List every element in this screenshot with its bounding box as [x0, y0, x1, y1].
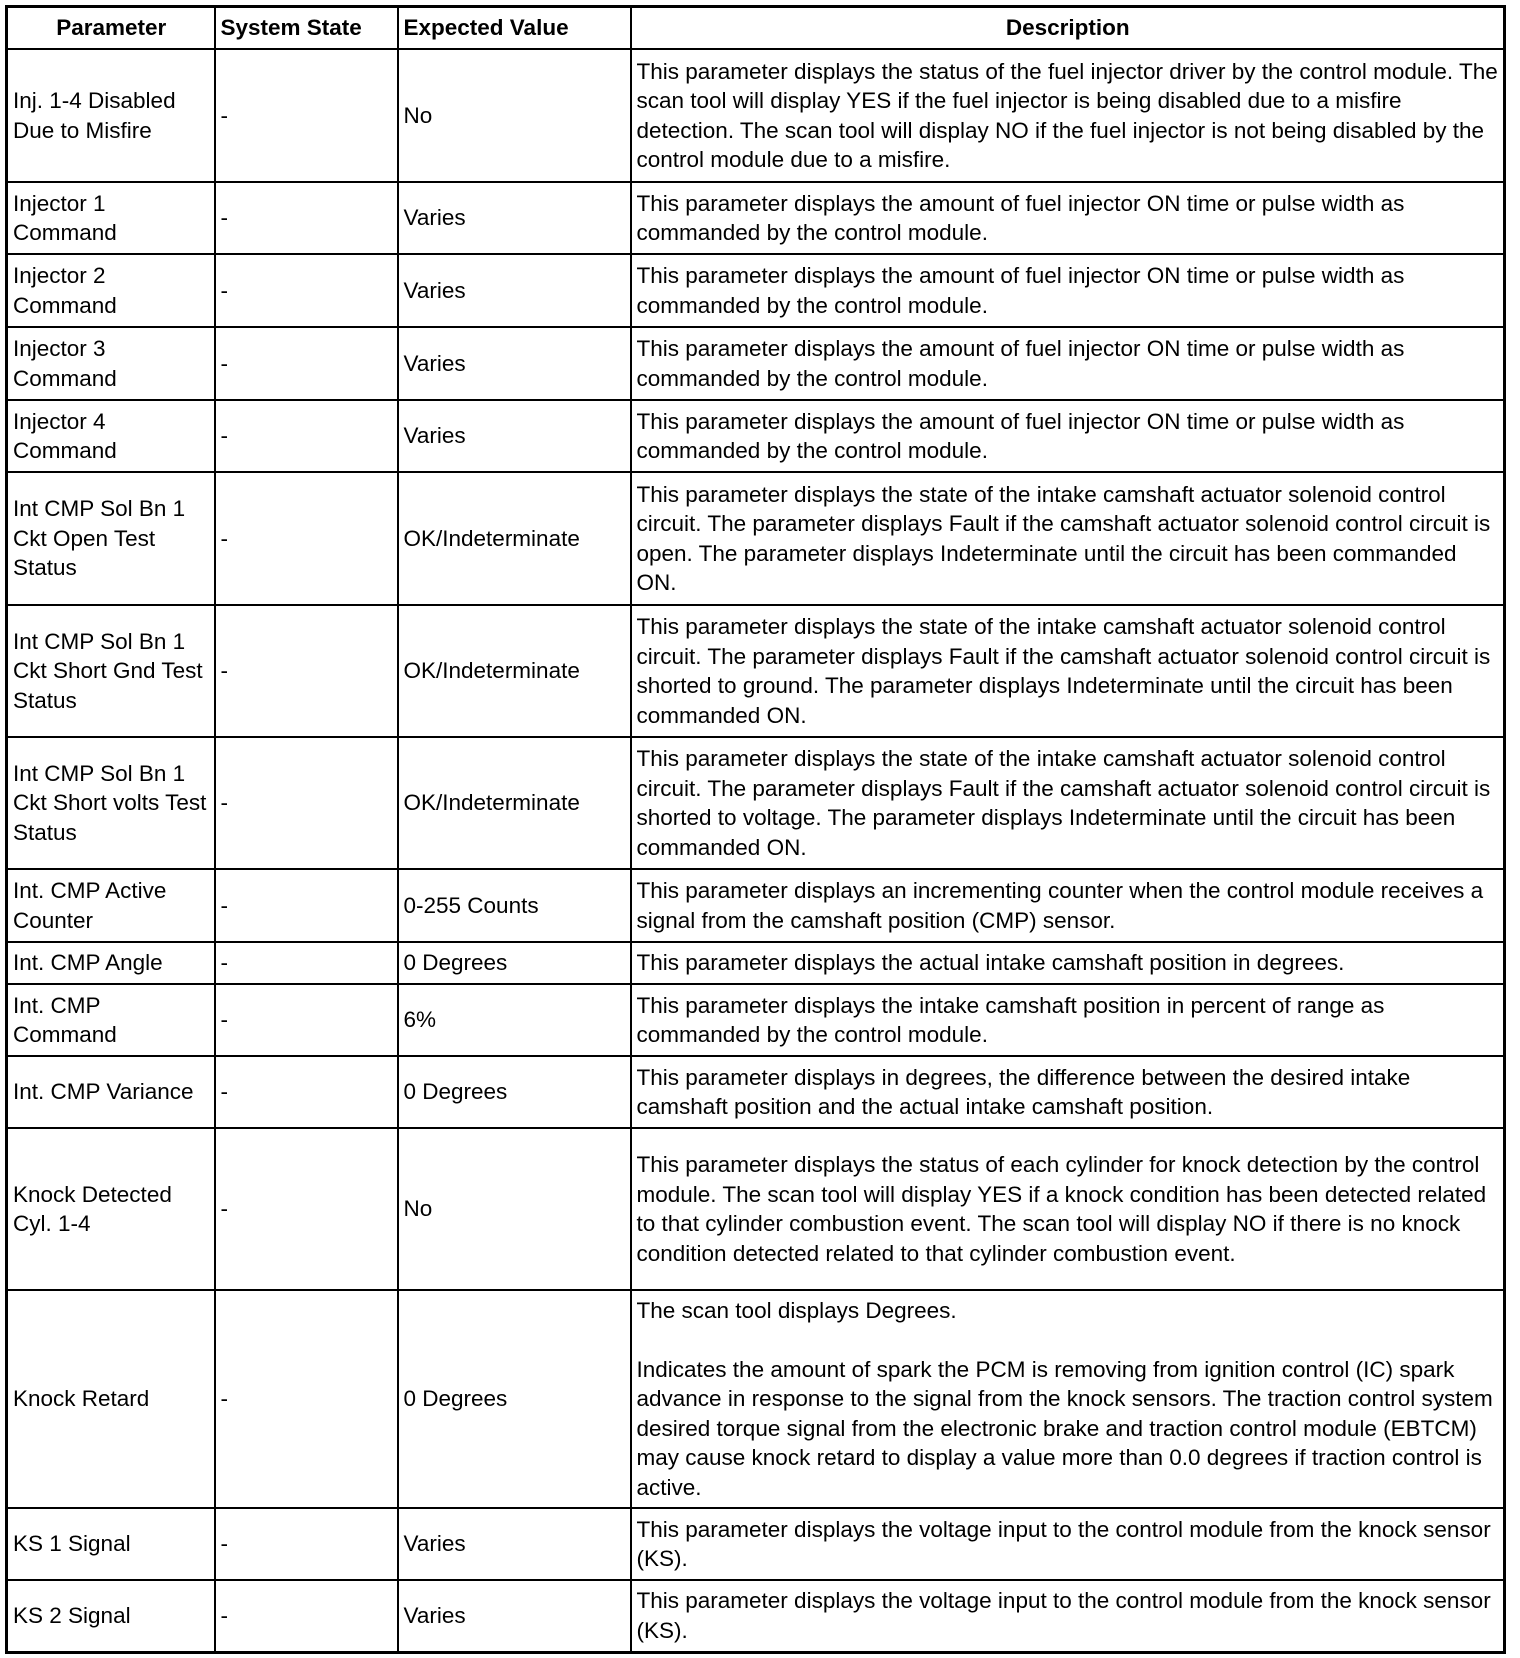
description-cell [631, 1290, 1505, 1508]
description-paragraph: This parameter displays the status of the fuel injector driver by the control module. The scan tool will display YES if the fuel injector is being disabled due to a misfire detection. The scan tool will display NO if the fuel injector is not being disabled by the control module due to a misfire. [636, 58, 1498, 172]
expected-value-cell: 0 Degrees [398, 1290, 631, 1508]
parameter-cell: Int. CMP Command [7, 984, 215, 1056]
table-header-row [7, 7, 1505, 50]
description-cell [631, 472, 1505, 605]
system-state-cell: - [215, 1508, 398, 1580]
expected-value-cell: No [398, 49, 631, 182]
expected-value-cell: 0 Degrees [398, 1056, 631, 1128]
table-row [7, 869, 1505, 942]
description-cell [631, 49, 1505, 182]
expected-value-cell: OK/Indeterminate [398, 605, 631, 737]
description-cell [631, 942, 1505, 984]
description-paragraph: This parameter displays the actual intake camshaft position in degrees. [636, 950, 1345, 976]
table-row [7, 49, 1505, 182]
expected-value-cell: Varies [398, 400, 631, 472]
parameter-cell: Injector 3 Command [7, 327, 215, 400]
system-state-cell: - [215, 1580, 398, 1652]
system-state-cell: - [215, 737, 398, 869]
description-paragraph: This parameter displays the amount of fuel injector ON time or pulse width as commanded by the control module. [636, 336, 1405, 391]
parameter-cell: KS 2 Signal [7, 1580, 215, 1652]
description-cell [631, 1128, 1505, 1290]
description-paragraph: This parameter displays an incrementing counter when the control module receives a signal from the camshaft position (CMP) sensor. [636, 878, 1484, 933]
system-state-cell: - [215, 869, 398, 942]
parameter-cell: Int CMP Sol Bn 1 Ckt Open Test Status [7, 472, 215, 605]
description-paragraph: This parameter displays in degrees, the difference between the desired intake camshaft position and the actual intake camshaft position. [636, 1064, 1411, 1119]
expected-value-cell: 0 Degrees [398, 942, 631, 984]
table-row [7, 254, 1505, 327]
table-row [7, 737, 1505, 869]
expected-value-cell: OK/Indeterminate [398, 472, 631, 605]
expected-value-cell: Varies [398, 327, 631, 400]
table-row [7, 182, 1505, 254]
system-state-cell: - [215, 984, 398, 1056]
parameter-cell: Knock Retard [7, 1290, 215, 1508]
expected-value-cell: Varies [398, 1580, 631, 1652]
description-paragraph: This parameter displays the status of each cylinder for knock detection by the control module. The scan tool will display YES if a knock condition has been detected related to that cylinder combustion event. The scan tool will display NO if there is no knock condition detected related to that cylinder combustion event. [636, 1152, 1487, 1266]
expected-value-cell: Varies [398, 182, 631, 254]
description-paragraph: This parameter displays the intake camshaft position in percent of range as commanded by the control module. [636, 992, 1385, 1047]
description-paragraph: This parameter displays the voltage input to the control module from the knock sensor (KS). [636, 1588, 1491, 1643]
table-row [7, 942, 1505, 984]
system-state-cell: - [215, 472, 398, 605]
expected-value-cell: 0-255 Counts [398, 869, 631, 942]
system-state-cell: - [215, 327, 398, 400]
header-parameter: Parameter [7, 7, 215, 50]
description-paragraph: Indicates the amount of spark the PCM is removing from ignition control (IC) spark advance in response to the signal from the knock sensors. The traction control system desired torque signal from the electronic brake and traction control module (EBTCM) may cause knock retard to display a value more than 0.0 degrees if traction control is active. [636, 1356, 1493, 1500]
expected-value-cell: 6% [398, 984, 631, 1056]
description-paragraph: This parameter displays the amount of fuel injector ON time or pulse width as commanded by the control module. [636, 190, 1405, 245]
expected-value-cell: Varies [398, 254, 631, 327]
description-cell [631, 182, 1505, 254]
description-cell [631, 327, 1505, 400]
description-paragraph: This parameter displays the amount of fuel injector ON time or pulse width as commanded by the control module. [636, 408, 1405, 463]
expected-value-cell: Varies [398, 1508, 631, 1580]
description-cell [631, 1508, 1505, 1580]
description-paragraph: This parameter displays the voltage input to the control module from the knock sensor (KS). [636, 1516, 1491, 1571]
parameter-cell: KS 1 Signal [7, 1508, 215, 1580]
system-state-cell: - [215, 254, 398, 327]
table-row [7, 1508, 1505, 1580]
expected-value-cell: No [398, 1128, 631, 1290]
table-row [7, 400, 1505, 472]
system-state-cell: - [215, 49, 398, 182]
scan-tool-parameter-table [5, 5, 1506, 1654]
parameter-cell: Int CMP Sol Bn 1 Ckt Short volts Test Status [7, 737, 215, 869]
description-paragraph: This parameter displays the state of the intake camshaft actuator solenoid control circuit. The parameter displays Fault if the camshaft actuator solenoid control circuit is open. The parameter displays Indeterminate until the circuit has been commanded ON. [636, 481, 1491, 595]
description-cell [631, 984, 1505, 1056]
description-cell [631, 1056, 1505, 1128]
system-state-cell: - [215, 942, 398, 984]
system-state-cell: - [215, 1290, 398, 1508]
parameter-cell: Injector 4 Command [7, 400, 215, 472]
parameter-cell: Injector 1 Command [7, 182, 215, 254]
parameter-cell: Int. CMP Angle [7, 942, 215, 984]
description-cell [631, 605, 1505, 737]
table-body [7, 49, 1505, 1652]
header-description: Description [631, 7, 1505, 50]
parameter-cell: Injector 2 Command [7, 254, 215, 327]
table-row [7, 984, 1505, 1056]
parameter-cell: Inj. 1-4 Disabled Due to Misfire [7, 49, 215, 182]
table-row [7, 1128, 1505, 1290]
parameter-cell: Int CMP Sol Bn 1 Ckt Short Gnd Test Status [7, 605, 215, 737]
description-cell [631, 737, 1505, 869]
system-state-cell: - [215, 182, 398, 254]
system-state-cell: - [215, 1128, 398, 1290]
table-row [7, 1290, 1505, 1508]
description-cell [631, 1580, 1505, 1652]
description-paragraph: This parameter displays the state of the intake camshaft actuator solenoid control circuit. The parameter displays Fault if the camshaft actuator solenoid control circuit is shorted to voltage. The parameter displays Indeterminate until the circuit has been commanded ON. [636, 746, 1491, 860]
system-state-cell: - [215, 1056, 398, 1128]
table-row [7, 1056, 1505, 1128]
description-cell [631, 869, 1505, 942]
system-state-cell: - [215, 400, 398, 472]
header-expected-value: Expected Value [398, 7, 631, 50]
description-paragraph: This parameter displays the amount of fuel injector ON time or pulse width as commanded by the control module. [636, 263, 1405, 318]
description-cell [631, 400, 1505, 472]
parameter-cell: Knock Detected Cyl. 1-4 [7, 1128, 215, 1290]
parameter-cell: Int. CMP Active Counter [7, 869, 215, 942]
table-row [7, 605, 1505, 737]
table-row [7, 327, 1505, 400]
table-row [7, 472, 1505, 605]
description-cell [631, 254, 1505, 327]
parameter-cell: Int. CMP Variance [7, 1056, 215, 1128]
system-state-cell: - [215, 605, 398, 737]
description-paragraph: This parameter displays the state of the intake camshaft actuator solenoid control circuit. The parameter displays Fault if the camshaft actuator solenoid control circuit is shorted to ground. The parameter displays Indeterminate until the circuit has been commanded ON. [636, 614, 1491, 728]
table-row [7, 1580, 1505, 1652]
header-system-state: System State [215, 7, 398, 50]
expected-value-cell: OK/Indeterminate [398, 737, 631, 869]
description-paragraph: The scan tool displays Degrees. [636, 1297, 957, 1323]
